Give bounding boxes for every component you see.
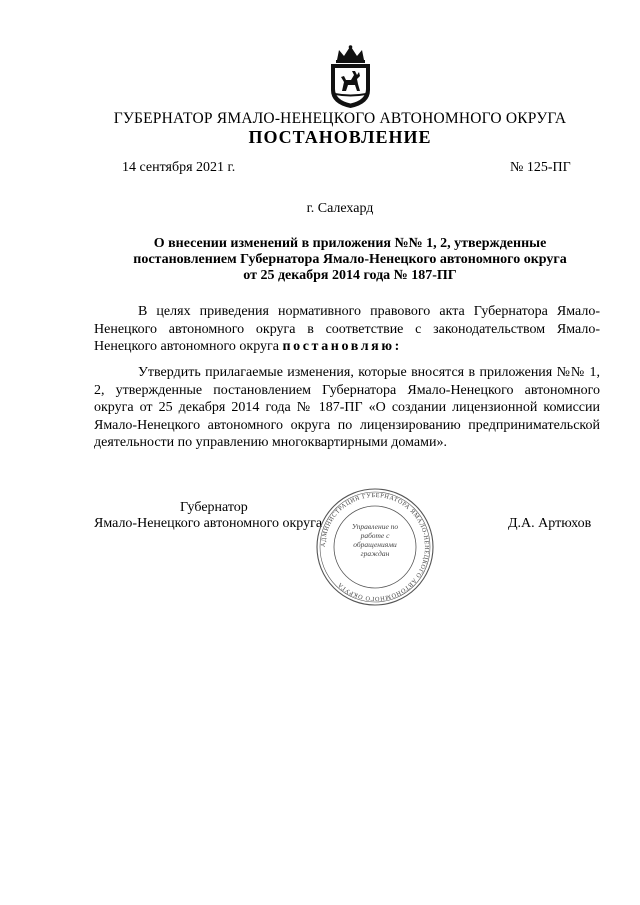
subject-line: О внесении изменений в приложения №№ 1, 2, утвержденные <box>153 236 547 251</box>
preamble-paragraph <box>94 303 600 356</box>
seal-outer-text: АДМИНИСТРАЦИЯ ГУБЕРНАТОРА ЯМАЛО-НЕНЕЦКОГО АВТОНОМНОГО ОКРУГА <box>319 491 431 603</box>
subject-line: постановлением Губернатора Ямало-Ненецкого автономного округа <box>133 252 567 267</box>
document-number: № 125-ПГ <box>510 160 571 175</box>
decision-paragraph <box>94 364 600 452</box>
coat-of-arms-icon <box>327 44 374 109</box>
preamble-text: В целях приведения нормативного правового акта Губернатора Ямало-Ненецкого автономного округа в соответствие с законодательством Ямало-Ненецкого автономного округа <box>94 304 600 354</box>
official-seal <box>314 486 436 608</box>
signatory-title: Губернатор <box>180 500 248 515</box>
document-type: ПОСТАНОВЛЕНИЕ <box>248 127 432 147</box>
subject-line: от 25 декабря 2014 года № 187-ПГ <box>243 268 457 283</box>
document-subject <box>100 236 600 284</box>
signatory-name: Д.А. Артюхов <box>508 516 592 531</box>
document-date: 14 сентября 2021 г. <box>122 160 236 175</box>
decision-text: Утвердить прилагаемые изменения, которые вносятся в приложения №№ 1, 2, утвержденные постановлением Губернатора Ямало-Ненецкого автономного округа от 25 декабря 2014 года № 187-ПГ «О создании лицензионной комиссии Ямало-Ненецкого автономного округа по лицензированию предпринимательской деятельности по управлению многоквартирными домами». <box>94 365 600 450</box>
issuer-title: ГУБЕРНАТОР ЯМАЛО-НЕНЕЦКОГО АВТОНОМНОГО ОКРУГА <box>113 110 567 127</box>
seal-inner-text: Управление по работе с обращениями граждан <box>351 522 399 558</box>
signatory-region: Ямало-Ненецкого автономного округа <box>94 516 323 531</box>
document-city: г. Салехард <box>306 201 374 216</box>
decree-word: постановляю: <box>282 339 402 354</box>
